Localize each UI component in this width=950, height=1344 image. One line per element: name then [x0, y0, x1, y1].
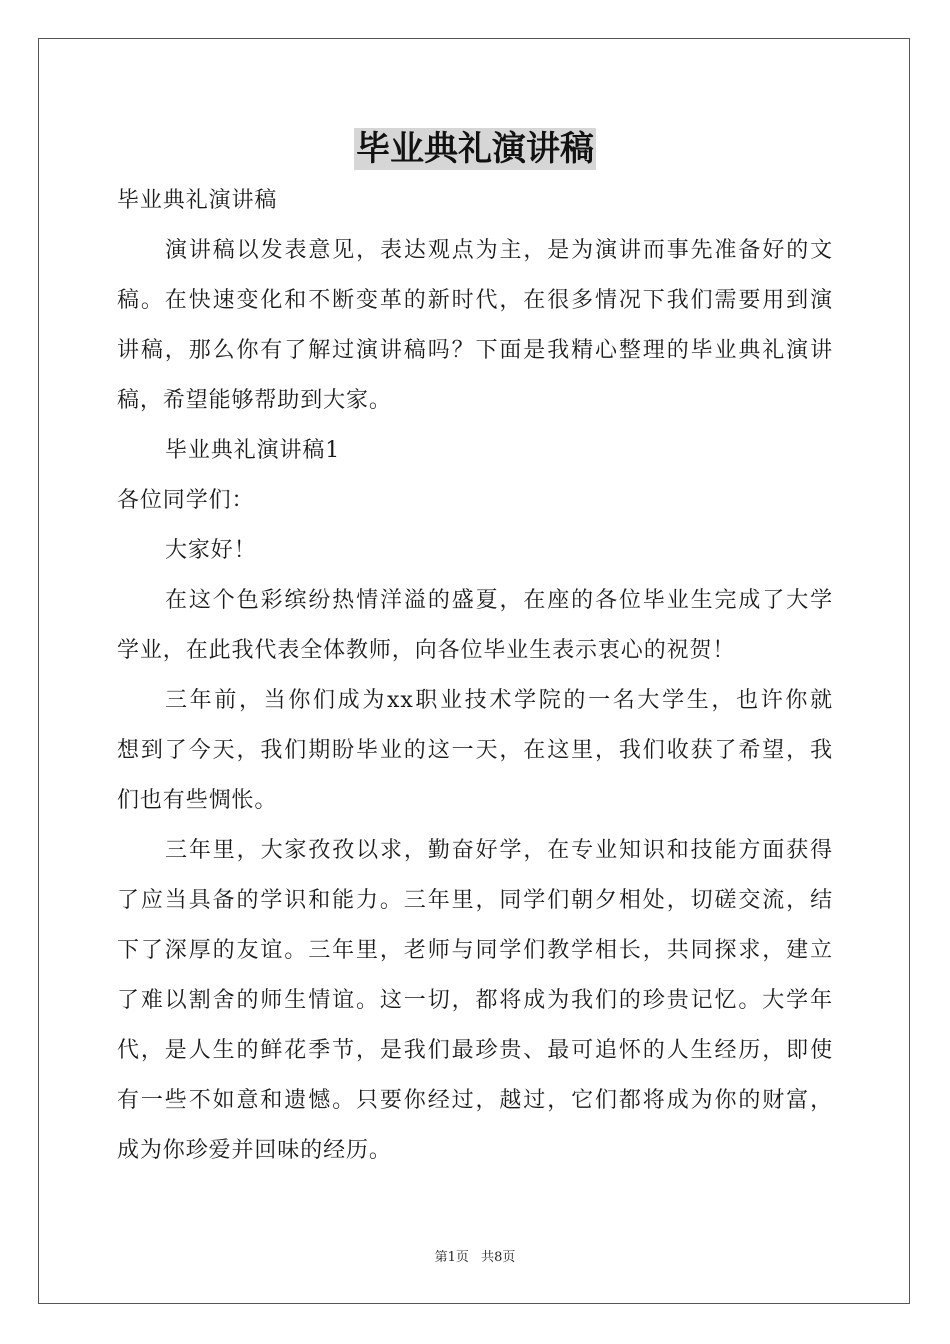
page-number: 第1页 — [434, 1250, 469, 1265]
paragraph-line: 三年前，当你们成为xx职业技术学院的一名大学生，也许你就 — [165, 688, 833, 713]
paragraph-line: 有一些不如意和遗憾。只要你经过，越过，它们都将成为你的财富， — [117, 1088, 833, 1113]
paragraph-line: 了应当具备的学识和能力。三年里，同学们朝夕相处，切磋交流，结 — [117, 888, 833, 913]
paragraph-line: 学业，在此我代表全体教师，向各位毕业生表示衷心的祝贺！ — [117, 638, 736, 663]
paragraph-line: 三年里，大家孜孜以求，勤奋好学，在专业知识和技能方面获得 — [165, 838, 833, 863]
paragraph-line: 演讲稿以发表意见，表达观点为主，是为演讲而事先准备好的文 — [165, 238, 833, 263]
total-pages: 共8页 — [481, 1250, 516, 1265]
paragraph-line: 在这个色彩缤纷热情洋溢的盛夏，在座的各位毕业生完成了大学 — [165, 588, 833, 613]
greeting-line: 大家好！ — [165, 538, 257, 563]
section-heading: 毕业典礼演讲稿1 — [165, 438, 341, 463]
subtitle-line: 毕业典礼演讲稿 — [117, 188, 278, 213]
paragraph-line: 了难以割舍的师生情谊。这一切，都将成为我们的珍贵记忆。大学年 — [117, 988, 833, 1013]
paragraph-line: 想到了今天，我们期盼毕业的这一天，在这里，我们收获了希望，我 — [117, 738, 833, 763]
paragraph-line: 下了深厚的友谊。三年里，老师与同学们教学相长，共同探求，建立 — [117, 938, 833, 963]
salutation-line: 各位同学们： — [117, 488, 255, 513]
paragraph-line: 代，是人生的鲜花季节，是我们最珍贵、最可追怀的人生经历，即使 — [117, 1038, 833, 1063]
page-footer — [0, 1246, 950, 1265]
paragraph-line: 讲稿，那么你有了解过演讲稿吗？下面是我精心整理的毕业典礼演讲 — [117, 338, 833, 363]
paragraph-line: 稿。在快速变化和不断变革的新时代，在很多情况下我们需要用到演 — [117, 288, 833, 313]
paragraph-line: 们也有些惆怅。 — [117, 788, 278, 813]
document-title: 毕业典礼演讲稿 — [356, 129, 594, 169]
title-area — [0, 128, 950, 170]
paragraph-line: 成为你珍爱并回味的经历。 — [117, 1138, 392, 1163]
document-body — [117, 176, 833, 1176]
paragraph-line: 稿，希望能够帮助到大家。 — [117, 388, 392, 413]
